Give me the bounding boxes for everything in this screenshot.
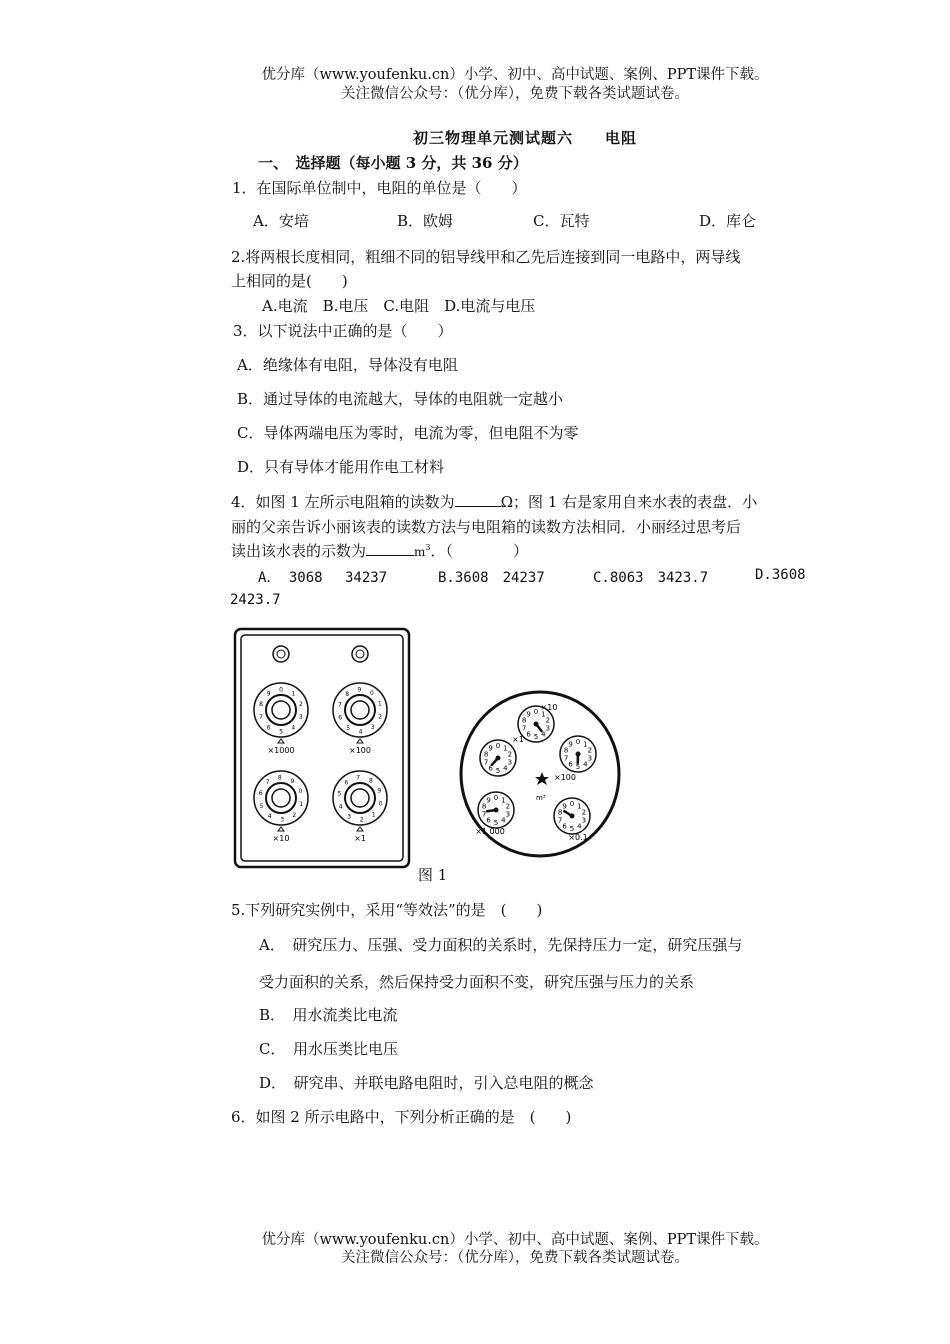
dial-digit: 1	[541, 710, 546, 719]
dial-digit: 3	[507, 758, 513, 767]
dial-digit: 4	[501, 816, 506, 825]
dial-digit: 2	[292, 811, 297, 819]
water-meter-multiplier: ×10	[540, 703, 558, 712]
dial-digit: 0	[533, 708, 539, 716]
dial-digit: 1	[503, 744, 508, 753]
question-1-option-b: B．欧姆	[397, 212, 454, 230]
resistance-dial-multiplier: ×100	[349, 746, 371, 755]
figure-1-caption: 图 1	[418, 866, 448, 884]
question-3-stem: 3．以下说法中正确的是（ ）	[233, 322, 453, 340]
question-4-line-3	[231, 540, 528, 561]
question-3-option-a: A．绝缘体有电阻，导体没有电阻	[237, 356, 458, 374]
dial-digit: 4	[577, 822, 582, 831]
dial-digit: 2	[587, 746, 593, 755]
dial-digit: 0	[569, 800, 575, 808]
question-5-stem: 5.下列研究实例中，采用“等效法”的是 ( )	[231, 901, 543, 919]
dial-digit: 3	[347, 813, 352, 821]
dial-digit: 5	[279, 728, 283, 736]
question-5-option-c: C． 用水压类比电压	[259, 1040, 398, 1058]
dial-digit: 1	[371, 811, 376, 819]
dial-digit: 4	[291, 724, 296, 732]
dial-digit: 4	[503, 764, 508, 773]
dial-digit: 5	[259, 803, 264, 811]
question-2-options: A.电流 B.电压 C.电阻 D.电流与电压	[262, 297, 536, 315]
meter-unit-label: m³	[536, 794, 546, 802]
question-1-option-d: D．库仑	[699, 212, 757, 230]
question-3-option-b: B．通过导体的电流越大，导体的电阻就一定越小	[237, 390, 564, 408]
section-heading: 一、 选择题（每小题 3 分，共 36 分）	[258, 154, 528, 172]
question-5-option-d: D． 研究串、并联电路电阻时，引入总电阻的概念	[259, 1074, 594, 1092]
water-meter-multiplier: ×1	[512, 735, 524, 744]
question-4-line-1	[231, 491, 757, 512]
dial-digit: 3	[581, 816, 587, 825]
dial-digit: 2	[581, 808, 587, 817]
dial-digit: 8	[481, 802, 487, 811]
dial-digit: 2	[378, 713, 383, 721]
dial-digit: 6	[488, 764, 493, 773]
dial-digit: 6	[568, 760, 573, 769]
dial-digit: 4	[358, 728, 363, 736]
dial-digit: 8	[563, 746, 569, 755]
dial-digit: 4	[267, 813, 272, 821]
dial-digit: 1	[583, 740, 588, 749]
dial-digit: 1	[299, 800, 304, 808]
dial-digit: 7	[563, 754, 569, 763]
question-4-option-d-continued: 2423.7	[230, 592, 281, 608]
dial-digit: 9	[290, 777, 295, 785]
resistance-dial-multiplier: ×1000	[267, 746, 295, 755]
dial-digit: 8	[345, 690, 350, 698]
question-2-stem-line-1: 2.将两根长度相同，粗细不同的铝导线甲和乙先后连接到同一电路中，两导线	[231, 248, 741, 266]
dial-digit: 5	[337, 790, 342, 798]
dial-digit: 2	[545, 716, 551, 725]
dial-digit: 2	[505, 802, 511, 811]
dial-digit: 0	[495, 742, 501, 750]
dial-digit: 2	[359, 816, 364, 824]
dial-digit: 3	[587, 754, 593, 763]
question-4-text-d: ．（ ）	[430, 542, 529, 560]
dial-digit: 7	[521, 724, 527, 733]
dial-digit: 1	[291, 690, 296, 698]
question-4-line-2: 丽的父亲告诉小丽该表的读数方法与电阻箱的读数方法相同．小丽经过思考后	[231, 518, 742, 536]
dial-digit: 3	[545, 724, 551, 733]
dial-digit: 0	[279, 686, 283, 694]
dial-digit: 0	[575, 738, 581, 746]
water-meter-figure	[458, 688, 624, 860]
dial-digit: 0	[369, 690, 374, 698]
dial-digit: 9	[526, 710, 531, 719]
dial-digit: 9	[266, 690, 271, 698]
question-5-option-a-line-1: A． 研究压力、压强、受力面积的关系时，先保持压力一定，研究压强与	[259, 936, 743, 954]
dial-digit: 4	[541, 730, 546, 739]
answer-blank-resistance[interactable]	[455, 492, 501, 507]
question-4-option-c: C.8063 3423.7	[593, 570, 709, 586]
question-5-option-a-line-2: 受力面积的关系，然后保持受力面积不变，研究压强与压力的关系	[259, 973, 695, 991]
question-4-text-c: 读出该水表的示数为	[231, 542, 367, 560]
dial-digit: 5	[569, 825, 575, 833]
question-6-stem: 6．如图 2 所示电路中，下列分析正确的是 ( )	[231, 1108, 572, 1126]
dial-digit: 8	[368, 777, 373, 785]
dial-digit: 8	[557, 808, 563, 817]
dial-digit: 5	[533, 733, 539, 741]
dial-digit: 3	[370, 724, 375, 732]
dial-digit: 6	[562, 822, 567, 831]
dial-digit: 4	[583, 760, 588, 769]
dial-digit: 9	[377, 787, 382, 795]
dial-digit: 9	[357, 686, 362, 694]
answer-blank-water-meter[interactable]	[366, 541, 414, 556]
header-line-2: 关注微信公众号：（优分库），免费下载各类试题试卷。	[341, 86, 689, 102]
water-meter-multiplier: ×0.1	[568, 833, 588, 842]
question-4-text-a: 4．如图 1 左所示电阻箱的读数为	[231, 493, 455, 511]
question-4-text-b: Ω；图 1 右是家用自来水表的表盘．小	[500, 493, 758, 511]
dial-digit: 5	[346, 724, 351, 732]
dial-digit: 8	[259, 701, 263, 709]
dial-digit: 5	[575, 763, 581, 771]
water-meter-multiplier: ×1 000	[475, 827, 505, 836]
question-1-option-c: C．瓦特	[533, 212, 590, 230]
dial-digit: 6	[338, 714, 343, 722]
question-3-option-d: D．只有导体才能用作电工材料	[237, 458, 445, 476]
question-1-option-a: A．安培	[253, 212, 309, 230]
footer-line-2: 关注微信公众号：（优分库），免费下载各类试题试卷。	[341, 1250, 689, 1266]
question-1-stem: 1．在国际单位制中，电阻的单位是（ ）	[232, 179, 527, 197]
dial-digit: 0	[298, 787, 303, 795]
dial-digit: 5	[495, 767, 501, 775]
question-4-option-d: D.3608	[755, 567, 806, 583]
dial-digit: 0	[493, 794, 499, 802]
dial-digit: 6	[344, 779, 349, 787]
dial-digit: 8	[277, 774, 282, 782]
dial-digit: 1	[577, 802, 582, 811]
dial-digit: 7	[557, 816, 563, 825]
dial-digit: 7	[483, 758, 489, 767]
question-3-option-c: C．导体两端电压为零时，电流为零，但电阻不为零	[237, 424, 579, 442]
dial-digit: 9	[562, 802, 567, 811]
dial-digit: 9	[568, 740, 573, 749]
dial-digit: 6	[486, 816, 491, 825]
dial-digit: 6	[266, 724, 271, 732]
dial-digit: 4	[338, 803, 343, 811]
question-5-option-b: B． 用水流类比电流	[259, 1006, 398, 1024]
dial-digit: 2	[507, 750, 513, 759]
dial-digit: 7	[259, 713, 263, 721]
dial-digit: 1	[377, 700, 382, 708]
dial-digit: 7	[337, 701, 342, 709]
dial-digit: 7	[481, 810, 487, 819]
unit-superscript: 3	[425, 543, 431, 552]
question-2-stem-line-2: 上相同的是( )	[231, 272, 348, 290]
resistance-dial-multiplier: ×10	[272, 834, 290, 843]
unit-m: m	[414, 545, 426, 559]
footer-line-1: 优分库（www.youfenku.cn）小学、初中、高中试题、案例、PPT课件下载。	[261, 1232, 769, 1248]
water-meter-multiplier: ×100	[554, 773, 576, 782]
dial-digit: 3	[505, 810, 511, 819]
dial-digit: 9	[488, 744, 493, 753]
resistance-dial-multiplier: ×1	[354, 834, 366, 843]
dial-digit: 8	[521, 716, 527, 725]
dial-digit: 7	[356, 774, 361, 782]
question-4-option-b: B.3608 24237	[438, 570, 545, 586]
page-title: 初三物理单元测试题六 电阻	[413, 129, 638, 147]
dial-digit: 0	[378, 800, 383, 808]
dial-digit: 7	[265, 779, 270, 787]
question-4-option-a: A． 3068 34237	[258, 570, 388, 586]
dial-digit: 3	[280, 816, 285, 824]
dial-digit: 6	[526, 730, 531, 739]
resistance-box-figure	[232, 626, 412, 870]
dial-digit: 5	[493, 819, 499, 827]
dial-digit: 2	[299, 701, 303, 709]
header-line-1: 优分库（www.youfenku.cn）小学、初中、高中试题、案例、PPT课件下载。	[261, 67, 769, 83]
dial-digit: 8	[483, 750, 489, 759]
dial-digit: 9	[486, 796, 491, 805]
dial-digit: 6	[258, 790, 263, 798]
dial-digit: 3	[299, 713, 303, 721]
dial-digit: 1	[501, 796, 506, 805]
